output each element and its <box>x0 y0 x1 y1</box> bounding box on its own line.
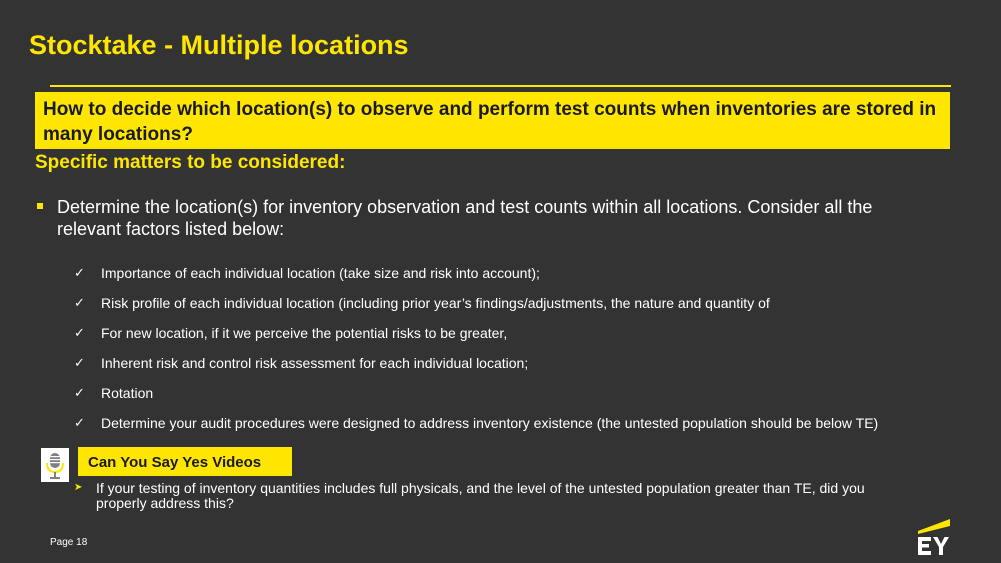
checkmark-icon: ✓ <box>74 415 85 430</box>
main-bullet-text: Determine the location(s) for inventory observation and test counts within all locations. Consider all the relevant factors listed below: <box>57 197 873 239</box>
checkmark-icon: ✓ <box>74 355 85 370</box>
video-section-label: Can You Say Yes Videos <box>78 447 292 476</box>
title-divider <box>50 85 951 87</box>
check-list <box>74 262 954 442</box>
check-item: ✓ Determine your audit procedures were designed to address inventory existence (the untested population should be below TE) <box>74 412 954 442</box>
checkmark-icon: ✓ <box>74 295 85 310</box>
subheading: Specific matters to be considered: <box>35 152 346 173</box>
ey-logo <box>914 516 952 556</box>
main-bullet <box>37 196 917 240</box>
checkmark-icon: ✓ <box>74 265 85 280</box>
checkmark-icon: ✓ <box>74 385 85 400</box>
check-item: ✓ Inherent risk and control risk assessment for each individual location; <box>74 352 954 382</box>
arrow-bullet-icon: ➤ <box>74 482 83 493</box>
square-bullet-icon <box>37 203 43 209</box>
checkmark-icon: ✓ <box>74 325 85 340</box>
question-banner: How to decide which location(s) to observe and perform test counts when inventories are stored in many locations? <box>35 92 950 149</box>
slide-title: Stocktake - Multiple locations <box>29 30 409 60</box>
page-number: Page 18 <box>50 537 88 548</box>
video-question <box>74 481 914 511</box>
check-item: ✓ Risk profile of each individual location (including prior year’s findings/adjustments, the nature and quantity of <box>74 292 954 322</box>
video-question-text: If your testing of inventory quantities includes full physicals, and the level of the untested population greater than TE, did you properly address this? <box>96 480 865 511</box>
check-item: ✓ For new location, if it we perceive the potential risks to be greater, <box>74 322 954 352</box>
check-item: ✓ Rotation <box>74 382 954 412</box>
microphone-icon[interactable] <box>41 448 69 482</box>
check-item: ✓ Importance of each individual location (take size and risk into account); <box>74 262 954 292</box>
